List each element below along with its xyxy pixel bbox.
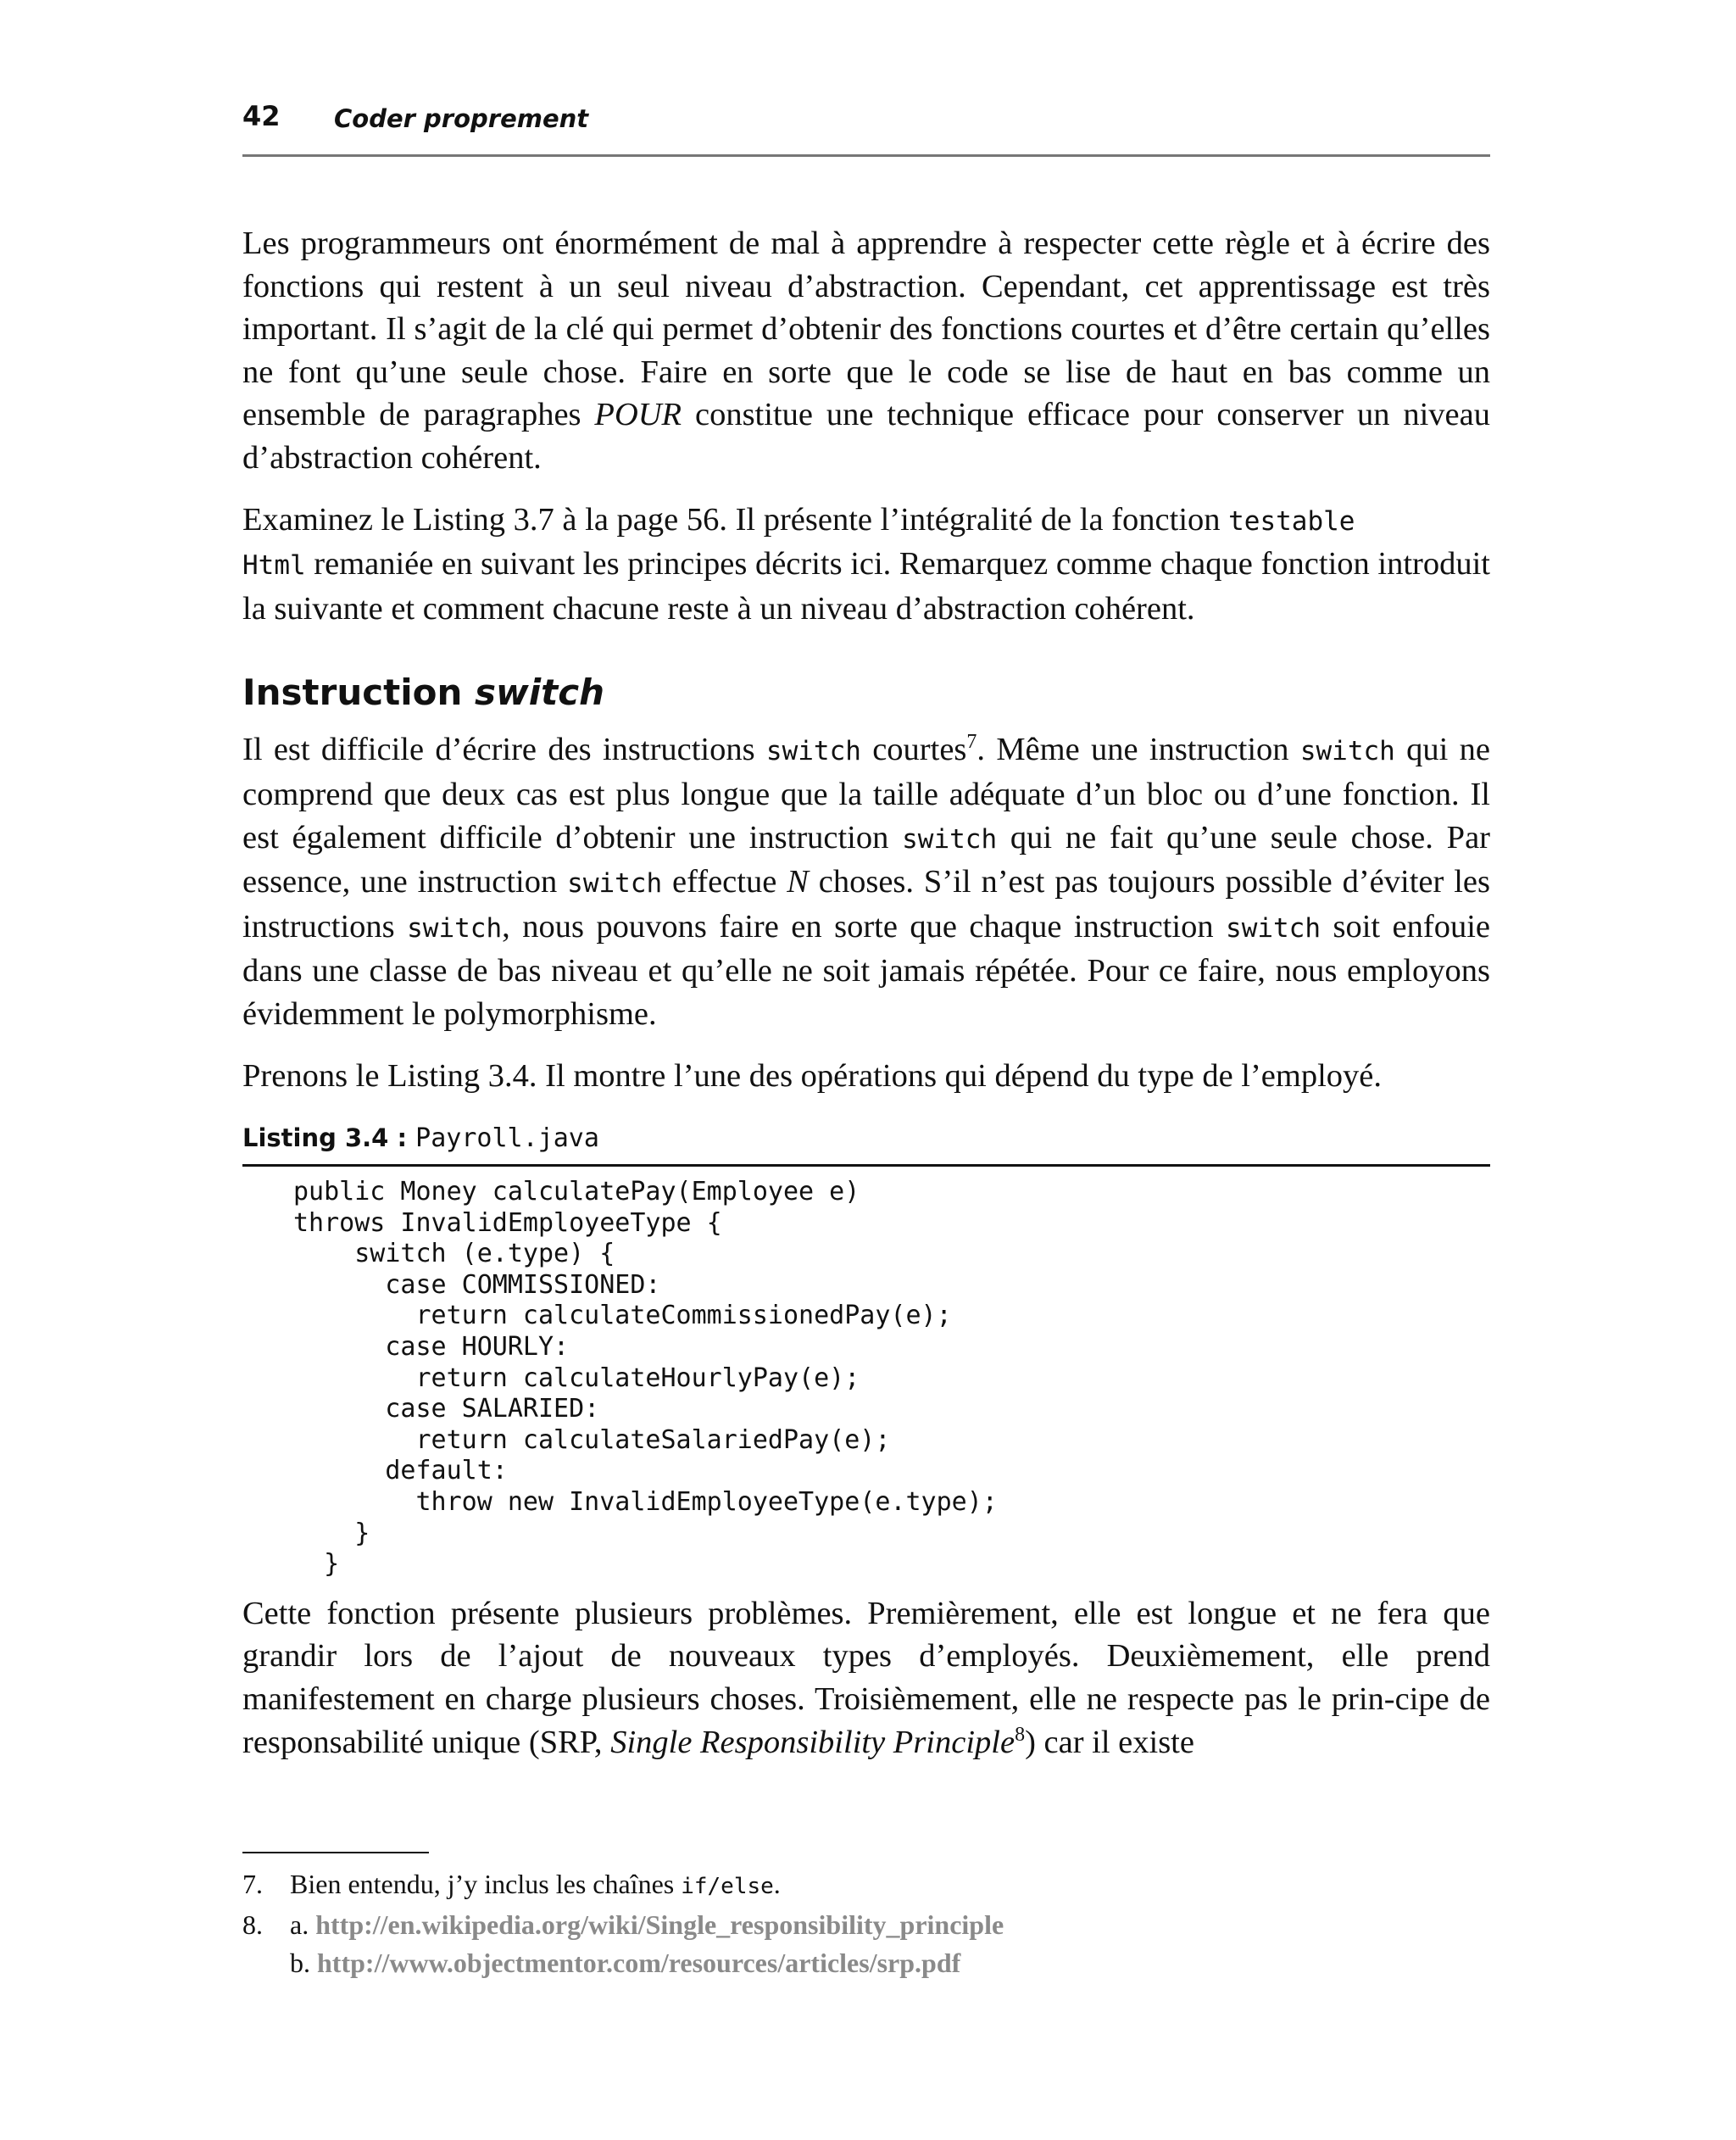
paragraph-3 (242, 728, 1490, 1035)
footnote-ref[interactable]: 7 (966, 731, 977, 754)
footnote-link-objectmentor[interactable]: http://www.objectmentor.com/resources/articles/srp.pdf (317, 1948, 961, 1978)
inline-code: Html (242, 550, 306, 582)
section-title-text: Instruction (242, 672, 475, 714)
text: remaniée en suivant les principes décrits ici. Remarquez comme chaque fonction introduit la suivante et comment chacune reste à un niveau d’abstraction cohérent. (242, 546, 1490, 627)
page-header (242, 100, 1490, 157)
text: ) car il existe (1025, 1724, 1194, 1760)
inline-code: switch (567, 868, 663, 900)
text: choses. S’il n’est pas toujours possible d’éviter les instructions (242, 864, 1490, 945)
text: courtes (860, 732, 967, 768)
footnote-text: Bien entendu, j’y inclus les chaînes (290, 1869, 682, 1899)
listing-label: Listing 3.4 : (242, 1123, 408, 1153)
text: Il est difficile d’écrire des instructions (242, 732, 766, 768)
section-title-italic: switch (474, 672, 605, 714)
footnote-8 (242, 1906, 1490, 1944)
footnote-number: 8. (242, 1909, 263, 1940)
footnote-sublabel: b. (290, 1948, 317, 1978)
footnotes (242, 1865, 1490, 1982)
running-title: Coder proprement (334, 104, 589, 133)
inline-code: switch (1299, 736, 1395, 767)
text: soit enfouie dans une classe de bas niveau et qu’elle ne soit jamais répétée. Pour ce faire, nous employons évidemment le polymorphisme. (242, 908, 1490, 1032)
footnote-link-wikipedia[interactable]: http://en.wikipedia.org/wiki/Single_responsibility_principle (315, 1909, 1004, 1940)
inline-code: switch (902, 823, 998, 855)
emphasis: Single Responsibility Principle (610, 1724, 1015, 1760)
text: effectue (662, 864, 787, 900)
paragraph-1 (242, 222, 1490, 480)
emphasis: N (787, 864, 809, 900)
page-number: 42 (242, 100, 281, 132)
paragraph-4: Prenons le Listing 3.4. Il montre l’une des opérations qui dépend du type de l’employé. (242, 1057, 1383, 1094)
footnote-7 (242, 1865, 1490, 1906)
inline-code: switch (407, 912, 503, 944)
paragraph-2 (242, 499, 1490, 631)
paragraph-5 (242, 1592, 1490, 1764)
text: qui ne comprend que deux cas est plus longue que la taille adéquate d’un bloc ou d’une fonction. Il est également difficile d’obtenir une instruction (242, 732, 1490, 855)
text: Les programmeurs ont énormément de mal à apprendre à respecter cette règle et à écrire des fonctions qui restent à un seul niveau d’abstraction. Cependant, cet apprentissage est très important. Il s’agit de la clé qui permet d’obtenir des fonctions courtes et d’être certain qu’elles ne font qu’une seule chose. Faire en sorte que le code se lise de haut en bas comme un ensemble de paragraphes (242, 226, 1490, 433)
footnote-text: . (773, 1869, 781, 1899)
text: Examinez le Listing 3.7 à la page 56. Il présente l’intégralité de la fonction (242, 501, 1229, 538)
text: constitue une technique efficace pour conserver un niveau d’abstraction cohérent. (242, 397, 1490, 476)
text: . Même une instruction (976, 732, 1300, 768)
footnote-ref[interactable]: 8 (1015, 1723, 1026, 1746)
inline-code: testable (1228, 505, 1355, 537)
inline-code: if/else (681, 1874, 774, 1899)
text: qui ne fait qu’une seule chose. Par essence, une instruction (242, 819, 1490, 900)
footnote-separator (242, 1852, 429, 1853)
footnote-number: 7. (242, 1869, 263, 1899)
emphasis: POUR (594, 397, 682, 433)
text: , nous pouvons faire en sorte que chaque instruction (502, 908, 1227, 945)
code-listing: public Money calculatePay(Employee e) throws InvalidEmployeeType { switch (e.type) { case COMMISSIONED: return calculateCommissionedPay(e); case HOURLY: return calculateHourlyPay(e); case SALARIED: return calculateSalariedPay(e); default: throw new InvalidEmployeeType(e.type); } } (293, 1177, 998, 1580)
inline-code: switch (1226, 912, 1321, 944)
body-text (242, 222, 1490, 1782)
footnote-sublabel: a. (290, 1909, 316, 1940)
listing-filename: Payroll.java (415, 1123, 599, 1154)
inline-code: switch (765, 736, 861, 767)
listing-title (242, 1121, 1490, 1167)
section-title (242, 667, 1490, 718)
footnote-8b (242, 1944, 1490, 1982)
text: Cette fonction présente plusieurs problèmes. Premièrement, elle est longue et ne fera que grandir lors de l’ajout de nouveaux types d’employés. Deuxièmement, elle prend manifestement en charge plusieurs choses. Troisièmement, elle ne respecte pas le prin-cipe de responsabilité unique (SRP, (242, 1595, 1490, 1760)
